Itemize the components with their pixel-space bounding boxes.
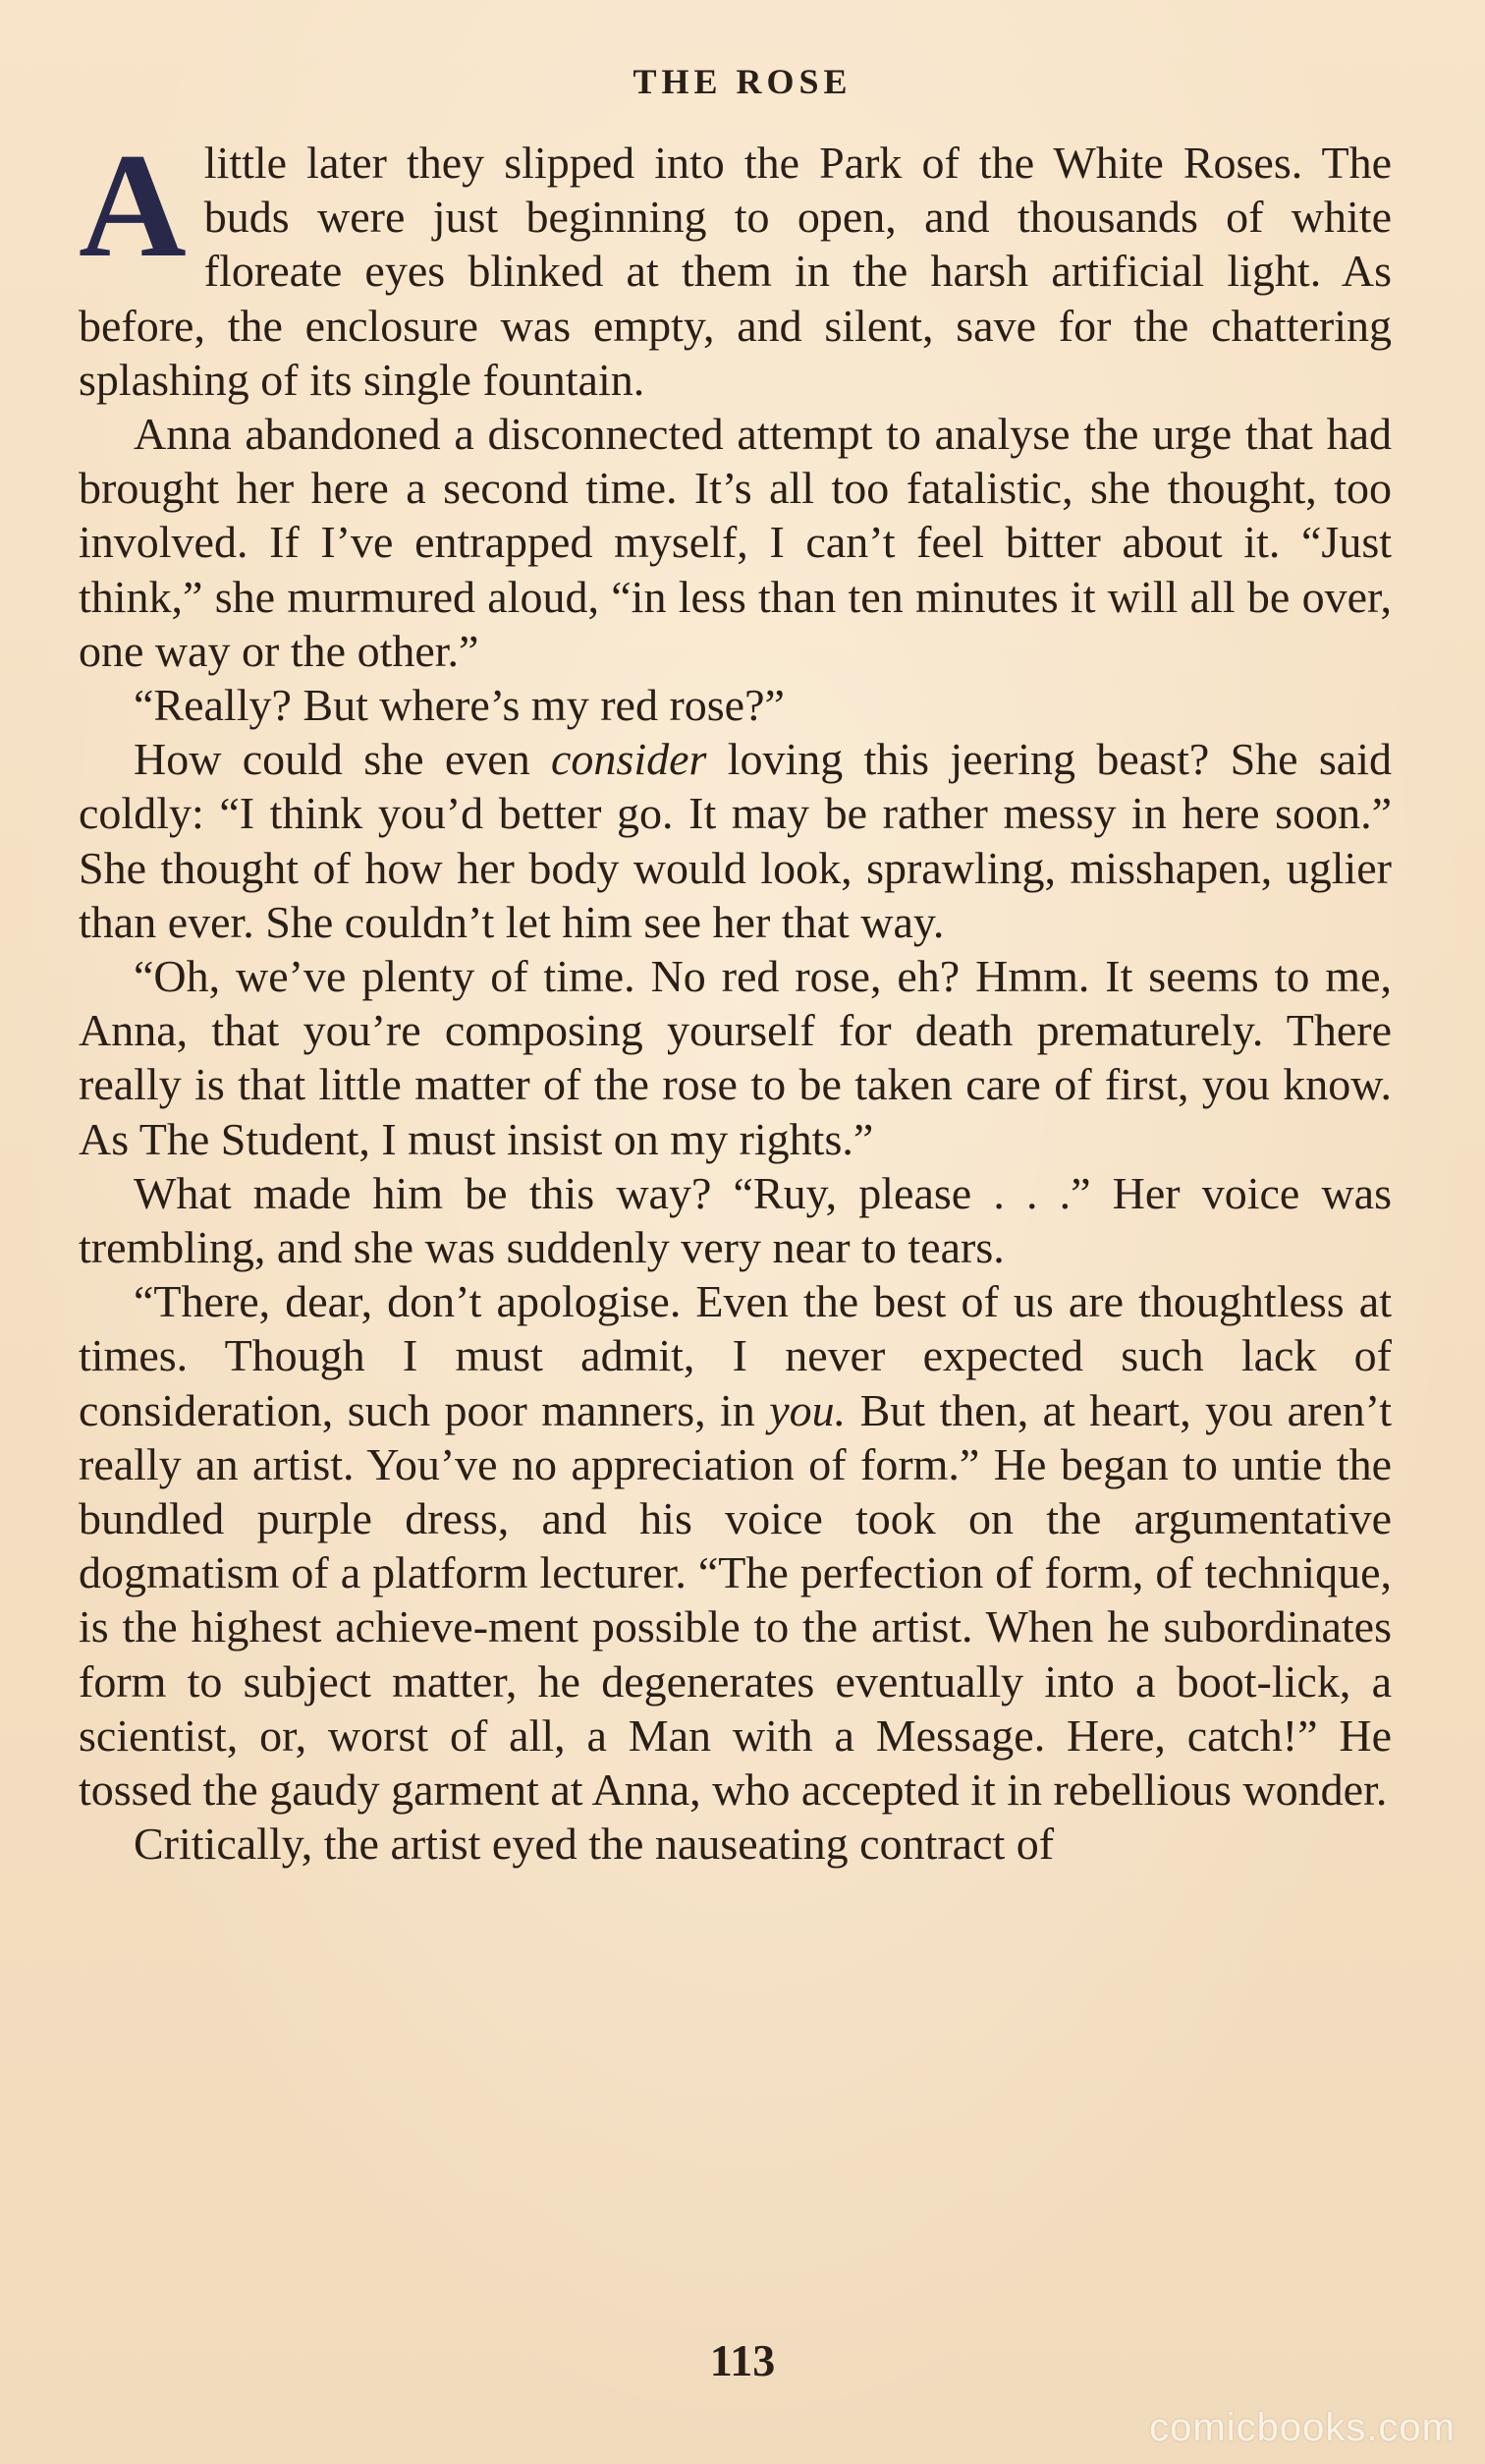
italic-emphasis: consider	[551, 734, 707, 785]
paragraph-6	[79, 1166, 1392, 1274]
italic-emphasis: you.	[769, 1384, 847, 1435]
paragraph-text: How could she even	[134, 734, 551, 785]
paragraph-7	[79, 1274, 1392, 1817]
watermark: comicbooks.com	[1149, 2406, 1456, 2449]
paragraph-text: little later they slipped into the Park of the White Roses. The buds were just beginning to open, and thousands of white floreate eyes blinked at them in the harsh artificial light. As before, the enclosure was empty, and silent, save for the chattering splashing of its single fountain.	[79, 138, 1392, 405]
body-text	[79, 123, 1392, 1872]
paragraph-text: “Oh, we’ve plenty of time. No red rose, eh? Hmm. It seems to me, Anna, that you’re composing yourself for death prematurely. There really is that little matter of the rose to be taken care of first, you know. As The Student, I must insist on my rights.”	[79, 951, 1392, 1164]
paragraph-1	[79, 123, 1392, 407]
paragraph-4	[79, 732, 1392, 949]
paragraph-2	[79, 407, 1392, 678]
paragraph-text: Critically, the artist eyed the nauseating contract of	[134, 1819, 1055, 1870]
paragraph-text: “Really? But where’s my red rose?”	[134, 680, 785, 731]
paragraph-text: But then, at heart, you aren’t really an artist. You’ve no appreciation of form.” He began to untie the bundled purple dress, and his voice took on the argumentative dogmatism of a platform lecturer. “The perfection of form, of technique, is the highest achieve-ment possible to the artist. When he subordinates form to subject matter, he degenerates eventually into a boot-lick, a scientist, or, worst of all, a Man with a Message. Here, catch!” He tossed the gaudy garment at Anna, who accepted it in rebellious wonder.	[79, 1384, 1392, 1816]
paragraph-text: Anna abandoned a disconnected attempt to analyse the urge that had brought her here a second time. It’s all too fatalistic, she thought, too involved. If I’ve entrapped myself, I can’t feel bitter about it. “Just think,” she murmured aloud, “in less than ten minutes it will all be over, one way or the other.”	[79, 409, 1392, 676]
page-number: 113	[709, 2335, 776, 2385]
paragraph-8	[79, 1817, 1392, 1871]
paragraph-text: “There, dear, don’t apologise. Even the best of us are thoughtless at times. Though I must admit, I never expected such lack of consideration, such poor manners, in	[79, 1276, 1392, 1435]
paragraph-5	[79, 949, 1392, 1166]
drop-cap: A	[79, 123, 187, 288]
paragraph-text: What made him be this way? “Ruy, please . . .” Her voice was trembling, and she was suddenly very near to tears.	[79, 1167, 1392, 1273]
paragraph-3	[79, 678, 1392, 732]
paragraph-text: loving this jeering beast? She said coldly: “I think you’d better go. It may be rather messy in here soon.” She thought of how her body would look, sprawling, misshapen, uglier than ever. She couldn’t let him see her that way.	[79, 734, 1392, 947]
running-head: THE ROSE	[632, 62, 852, 101]
